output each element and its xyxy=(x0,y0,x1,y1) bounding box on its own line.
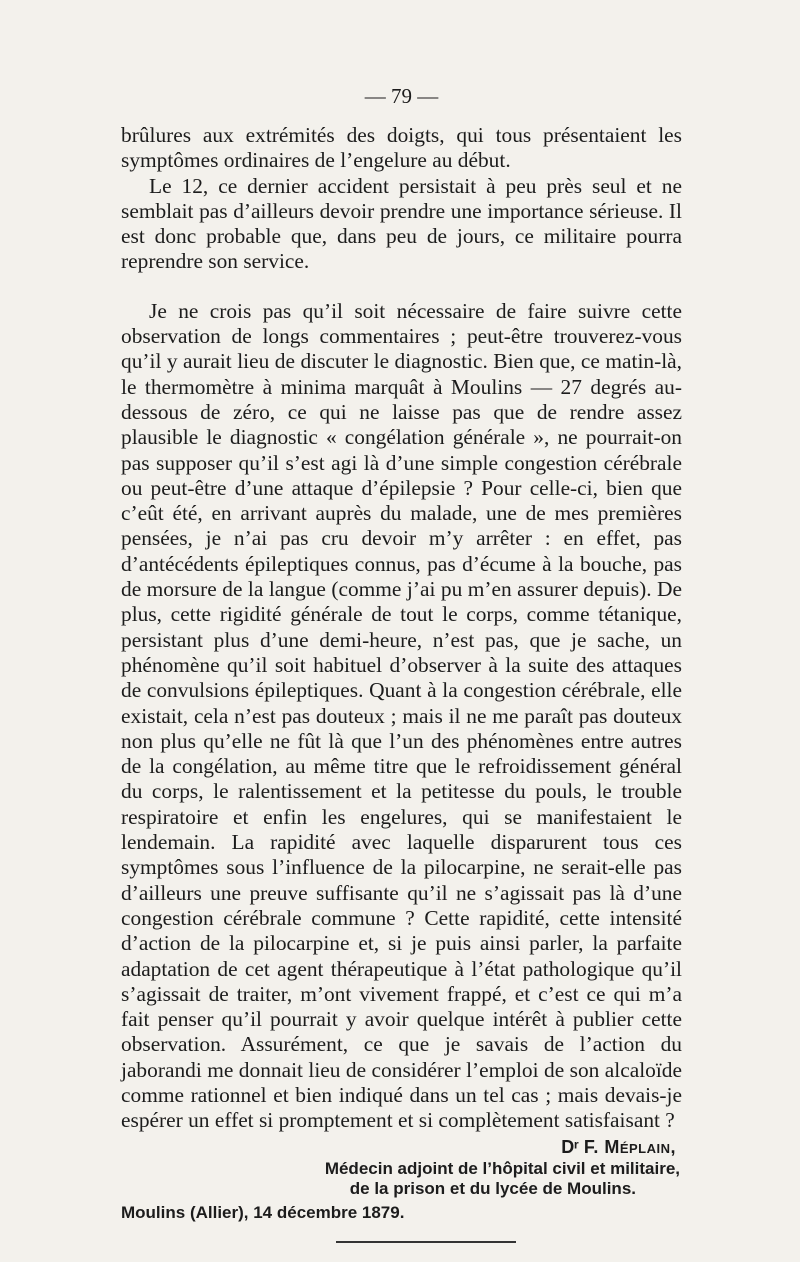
paragraph-3: Je ne crois pas qu’il soit nécessaire de faire suivre cette observation de longs commentaires ; peut-être trouverez-vous qu’il y aurait lieu de discuter le diagnostic. Bien que, ce matin-là, le thermomètre à minima marquât à Moulins — 27 degrés au-dessous de zéro, ce qui ne laisse pas que de rendre assez plausible le diagnostic « congélation générale », ne pourrait-on pas supposer qu’il s’est agi là d’une simple congestion cérébrale ou peut-être d’une attaque d’épilepsie ? Pour celle-ci, bien que c’eût été, en arrivant auprès du malade, une de mes premières pensées, je n’ai pas cru devoir m’y arrêter : en effet, pas d’antécédents épileptiques connus, pas d’écume à la bouche, pas de morsure de la langue (comme j’ai pu m’en assurer depuis). De plus, cette rigidité générale de tout le corps, comme tétanique, persistant plus d’une demi-heure, n’est pas, que je sache, un phénomène qu’il soit habituel d’observer à la suite des attaques de convulsions épileptiques. Quant à la congestion cérébrale, elle existait, cela n’est pas douteux ; mais il ne me paraît pas douteux non plus qu’elle ne fût là que l’un des phénomènes entre autres de la congélation, au même titre que le refroidissement général du corps, le ralentissement et la petitesse du pouls, le trouble respiratoire et enfin les engelures, qui se manifestaient le lendemain. La rapidité avec laquelle disparurent tous ces symptômes sous l’influence de la pilocarpine, ne serait-elle pas d’ailleurs une preuve suffisante qu’il ne s’agissait pas là d’une congestion cérébrale commune ? Cette rapidité, cette intensité d’action de la pilocarpine et, si je puis ainsi parler, la parfaite adaptation de cet agent thérapeutique à l’état pathologique qu’il s’agissait de traiter, m’ont vivement frappé, et c’est ce qui m’a fait penser qu’il pourrait y avoir quelque intérêt à publier cette observation. Assurément, ce que je savais de l’action du jaborandi me donnait lieu de considérer l’emploi de son alcaloïde comme rationnel et bien indiqué dans un tel cas ; mais devais-je espérer un effet si promptement et si complètement satisfaisant ? xyxy=(121,298,682,1133)
signature-block xyxy=(121,1136,682,1199)
paragraph-1: brûlures aux extrémités des doigts, qui tous présentaient les symptômes ordinaires de l’engelure au début. xyxy=(121,123,682,173)
paragraph-gap xyxy=(121,275,682,299)
signature-title-line1: Médecin adjoint de l’hôpital civil et militaire, xyxy=(324,1158,680,1178)
paragraph-2: Le 12, ce dernier accident persistait à peu près seul et ne semblait pas d’ailleurs devoir prendre une importance sérieuse. Il est donc probable que, dans peu de jours, ce militaire pourra reprendre son service. xyxy=(121,173,682,274)
signature-author: F. Méplain, xyxy=(583,1136,676,1157)
signature-title-line2: de la prison et du lycée de Moulins. xyxy=(349,1178,636,1198)
end-rule xyxy=(336,1241,516,1243)
place-date: Moulins (Allier), 14 décembre 1879. xyxy=(121,1202,405,1222)
signature-name xyxy=(121,1136,682,1159)
signature-title xyxy=(121,1159,682,1199)
page-number: — 79 — xyxy=(364,84,439,108)
signature-prefix: Dʳ xyxy=(561,1136,579,1157)
